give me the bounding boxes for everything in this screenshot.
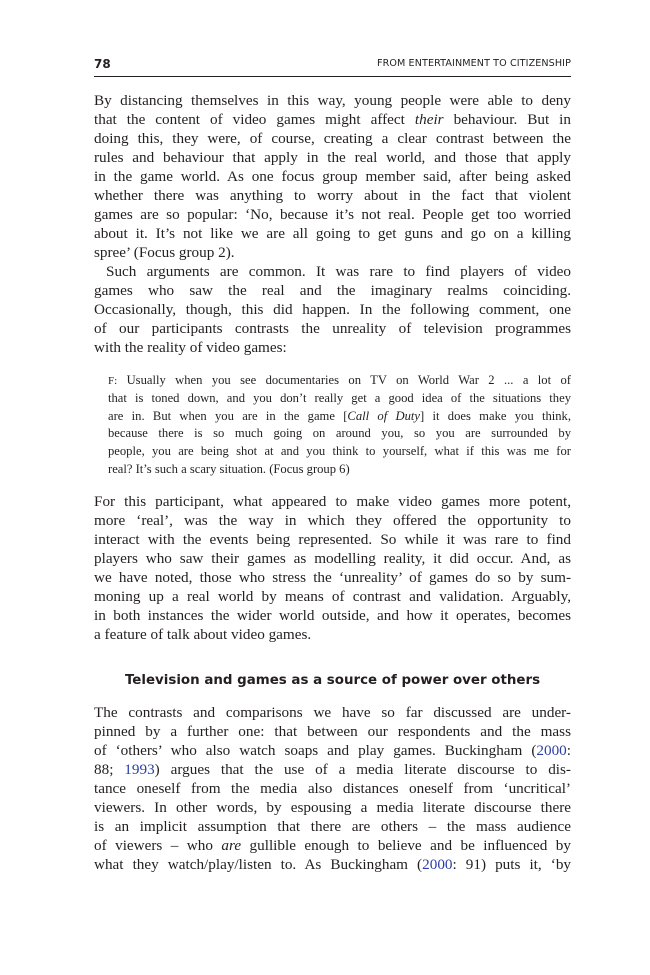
text-line: Such arguments are common. It was rare to find players of video xyxy=(106,263,571,280)
quote-line xyxy=(108,408,571,426)
text-line: rules and behaviour that apply in the real world, and those that apply xyxy=(94,149,571,166)
text-line: doing this, they were, of course, creating a clear contrast between the xyxy=(94,130,571,147)
paragraph-3 xyxy=(94,492,571,644)
quote-line: that is toned down, and you don’t really get a good idea of the situations they xyxy=(108,390,571,405)
emphasis: their xyxy=(414,111,444,128)
paragraph-4 xyxy=(94,703,571,874)
text-line: players who saw their games as modelling reality, it did occur. And, as xyxy=(94,550,571,567)
text-line: moning up a real world by means of contrast and validation. Arguably, xyxy=(94,588,571,605)
section-heading: Television and games as a source of power over others xyxy=(124,673,541,688)
text-span: gullible enough to believe and be influenced by xyxy=(241,837,571,854)
text-line: pinned by a further one: that between our respondents and the mass xyxy=(94,723,571,740)
text-line xyxy=(94,741,571,760)
text-line: of our participants contrasts the unreality of television programmes xyxy=(94,320,571,337)
text-line xyxy=(94,760,571,779)
text-span: are in. But when you are in the game [ xyxy=(108,408,348,423)
text-span: of viewers – who xyxy=(94,837,222,854)
text-span: : xyxy=(566,742,571,759)
text-line: with the reality of video games: xyxy=(94,339,287,356)
text-line: whether there was anything to worry about in the fact that violent xyxy=(94,187,571,204)
text-span: : 91) puts it, ‘by xyxy=(452,856,572,873)
page-number: 78 xyxy=(94,57,111,71)
text-span: ] it does make you think, xyxy=(420,408,571,423)
text-span: what they watch/play/listen to. As Buckingham ( xyxy=(94,856,423,873)
text-line: we have noted, those who stress the ‘unreality’ of games do so by sum- xyxy=(94,569,571,586)
text-line: games are so popular: ‘No, because it’s not real. People get too worried xyxy=(94,206,571,223)
citation-link-2000[interactable]: 2000 xyxy=(536,742,567,759)
text-span: that the content of video games might affect xyxy=(94,111,415,128)
text-line: more ‘real’, was the way in which they offered the opportunity to xyxy=(94,512,571,529)
speaker-label: F: xyxy=(108,375,118,387)
text-line: For this participant, what appeared to make video games more potent, xyxy=(94,493,571,510)
quote-line: people, you are being shot at and you think to yourself, what if this was me for xyxy=(108,444,571,459)
text-line: Occasionally, though, this did happen. In the following comment, one xyxy=(94,301,571,318)
text-line: a feature of talk about video games. xyxy=(94,626,312,643)
text-line: viewers. In other words, by espousing a media literate discourse there xyxy=(94,799,571,816)
paragraph-1 xyxy=(94,91,571,262)
text-span: of ‘others’ who also watch soaps and play games. Buckingham ( xyxy=(94,742,537,759)
text-line: is an implicit assumption that there are others – the mass audience xyxy=(94,818,571,835)
text-span: behaviour. But in xyxy=(443,111,571,128)
quote-line: real? It’s such a scary situation. (Focus group 6) xyxy=(108,461,350,476)
game-title: Call of Duty xyxy=(347,408,420,423)
block-quote xyxy=(108,372,571,479)
text-line: interact with the events being represented. So while it was rare to find xyxy=(94,531,571,548)
text-line: about it. It’s not like we are all going to get guns and go on a killing xyxy=(94,225,571,242)
text-line xyxy=(94,110,571,129)
text-span: Usually when you see documentaries on TV on World War 2 ... a lot of xyxy=(117,373,571,387)
text-line: By distancing themselves in this way, young people were able to deny xyxy=(94,92,571,109)
quote-line xyxy=(108,372,571,390)
text-line: in the game world. As one focus group member said, after being asked xyxy=(94,168,571,185)
quote-line: because there is so much going on around you, so you are surrounded by xyxy=(108,426,571,441)
text-line xyxy=(94,855,571,874)
running-head xyxy=(94,57,571,73)
text-line: spree’ (Focus group 2). xyxy=(94,244,235,261)
text-span: ) argues that the use of a media literate discourse to dis- xyxy=(154,761,571,778)
citation-link-1993[interactable]: 1993 xyxy=(124,761,155,778)
text-line: in both instances the wider world outside, and how it operates, becomes xyxy=(94,607,571,624)
text-line xyxy=(94,836,571,855)
citation-link-2000[interactable]: 2000 xyxy=(422,856,453,873)
text-span: 88; xyxy=(94,761,125,778)
header-rule xyxy=(94,76,571,77)
text-line: The contrasts and comparisons we have so far discussed are under- xyxy=(94,704,571,721)
emphasis: are xyxy=(221,837,242,854)
text-line: tance oneself from the media also distances oneself from ‘uncritical’ xyxy=(94,780,571,797)
paragraph-2 xyxy=(94,262,571,357)
text-line: games who saw the real and the imaginary realms coinciding. xyxy=(94,282,571,299)
running-title: FROM ENTERTAINMENT TO CITIZENSHIP xyxy=(376,58,571,69)
